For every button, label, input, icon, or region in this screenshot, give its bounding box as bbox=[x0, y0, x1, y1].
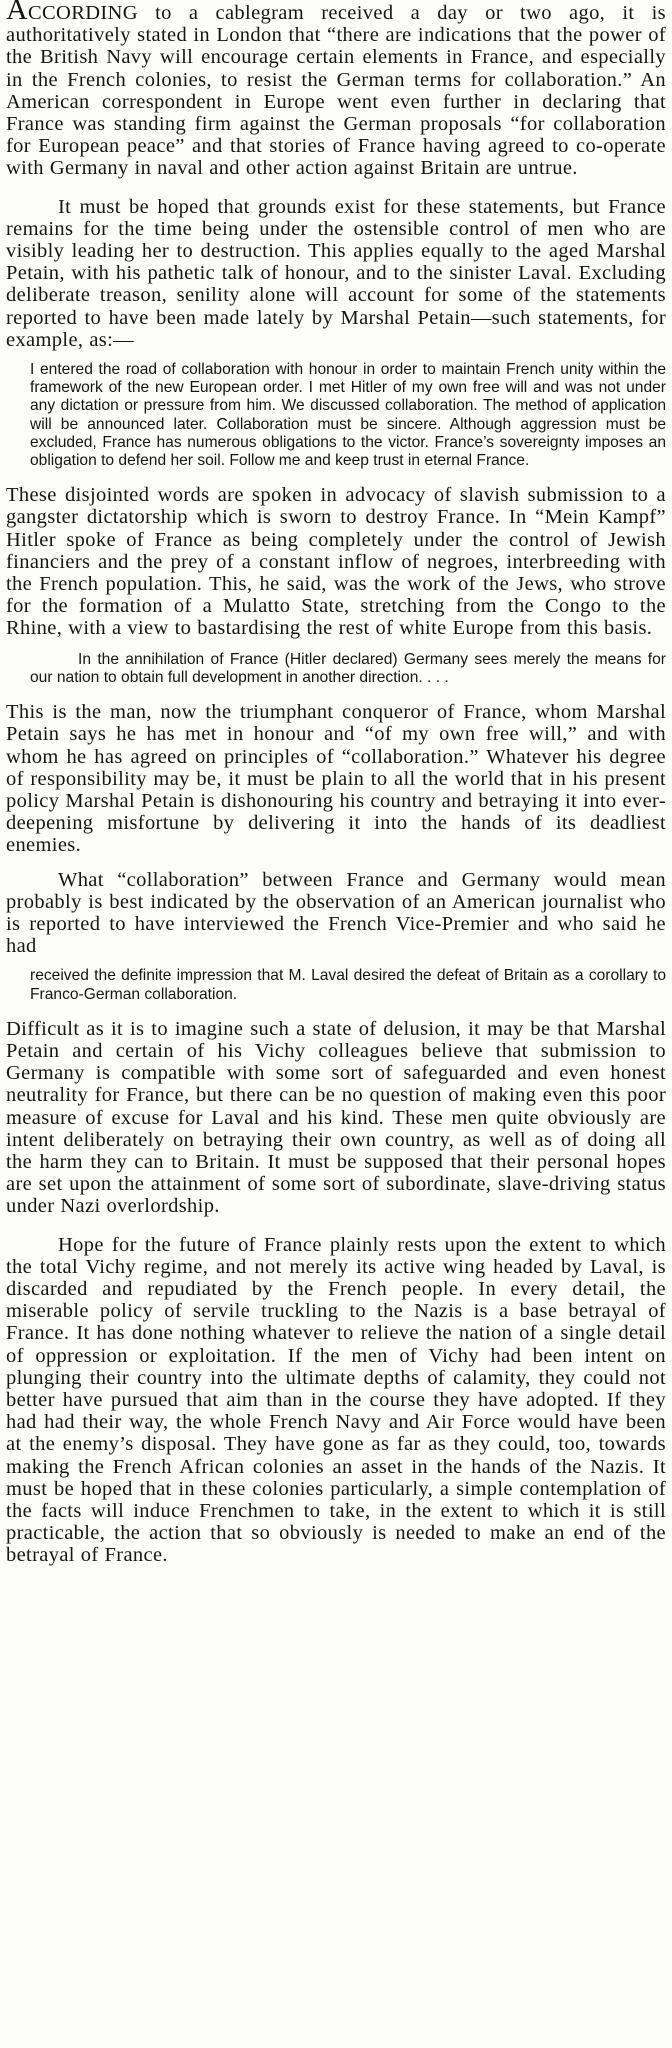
paragraph-3: These disjointed words are spoken in advocacy of slavish submission to a gangster dictatorship which is sworn to destroy France. In “Mein Kampf” Hitler spoke of France as being completely under the control of Jewish financiers and the prey of a constant inflow of negroes, interbreeding with the French population. This, he said, was the work of the Jews, who strove for the formation of a Mulatto State, stretching from the Congo to the Rhine, with a view to bastardising the rest of white Europe from this basis. bbox=[6, 484, 666, 640]
paragraph-5: What “collaboration” between France and Germany would mean probably is best indicated by the observation of an American journalist who is reported to have interviewed the French Vice-Premier and who said he had bbox=[6, 868, 666, 958]
intro-paragraph bbox=[6, 0, 666, 180]
intro-text: CCORDING to a cablegram received a day or two ago, it is authoritatively stated in London that “there are indications that the power of the British Navy will encourage certain elements in France, and especially in the French colonies, to resist the German terms for collaboration.” An American correspondent in Europe went even further in declaring that France was standing firm against the German proposals “for collaboration for European peace” and that stories of France having agreed to co-operate with Germany in naval and other action against Britain are untrue. bbox=[6, 2, 666, 180]
quote-hitler: In the annihilation of France (Hitler declared) Germany sees merely the means for our nation to obtain full development in another direction. . . . bbox=[30, 650, 666, 686]
article-column bbox=[6, 0, 666, 1567]
paragraph-7: Hope for the future of France plainly rests upon the extent to which the total Vichy regime, and not merely its active wing headed by Laval, is discarded and repudiated by the French people. In every detail, the miserable policy of servile truckling to the Nazis is a base betrayal of France. It has done nothing whatever to relieve the nation of a single detail of oppression or exploitation. If the men of Vichy had been intent on plunging their country into the ultimate depths of calamity, they could not better have pursued that aim than in the course they have adopted. If they had had their way, the whole French Navy and Air Force would have been at the enemy’s disposal. They have gone as far as they could, too, towards making the French African colonies an asset in the hands of the Nazis. It must be hoped that in these colonies particularly, a simple contemplation of the facts will induce Frenchmen to take, in the extent to which it is still practicable, the action that so obviously is needed to make an end of the betrayal of France. bbox=[6, 1233, 666, 1567]
paragraph-2: It must be hoped that grounds exist for these statements, but France remains for the time being under the ostensible control of men who are visibly leading her to destruction. This applies equally to the aged Marshal Petain, with his pathetic talk of honour, and to the sinister Laval. Excluding deliberate treason, senility alone will account for some of the statements reported to have been made lately by Marshal Petain—such statements, for example, as:— bbox=[6, 195, 666, 351]
quote-journalist: received the definite impression that M. Laval desired the defeat of Britain as a corollary to Franco-German collaboration. bbox=[30, 967, 666, 1003]
quote-petain: I entered the road of collaboration with honour in order to maintain French unity within the framework of the new European order. I met Hitler of my own free will and was not under any dictation or pressure from him. We discussed collaboration. The method of application will be announced later. Collaboration must be sincere. Although aggression must be excluded, France has numerous obligations to the victor. France’s sovereignty imposes an obligation to defend her soil. Follow me and keep trust in eternal France. bbox=[30, 361, 666, 470]
paragraph-4: This is the man, now the triumphant conqueror of France, whom Marshal Petain says he has met in honour and “of my own free will,” and with whom he has agreed on principles of “collaboration.” Whatever his degree of responsibility may be, it must be plain to all the world that in his present policy Marshal Petain is dishonouring his country and betraying it into ever-deepening misfortune by delivering it into the hands of its deadliest enemies. bbox=[6, 701, 666, 857]
drop-cap: A bbox=[6, 0, 29, 26]
paragraph-6: Difficult as it is to imagine such a state of delusion, it may be that Marshal Petain and certain of his Vichy colleagues believe that submission to Germany is compatible with some sort of safeguarded and even honest neutrality for France, but there can be no question of making even this poor measure of excuse for Laval and his kind. These men quite obviously are intent deliberately on betraying their own country, as well as of doing all the harm they can to Britain. It must be supposed that their personal hopes are set upon the attainment of some sort of subordinate, slave-driving status under Nazi overlordship. bbox=[6, 1017, 666, 1218]
